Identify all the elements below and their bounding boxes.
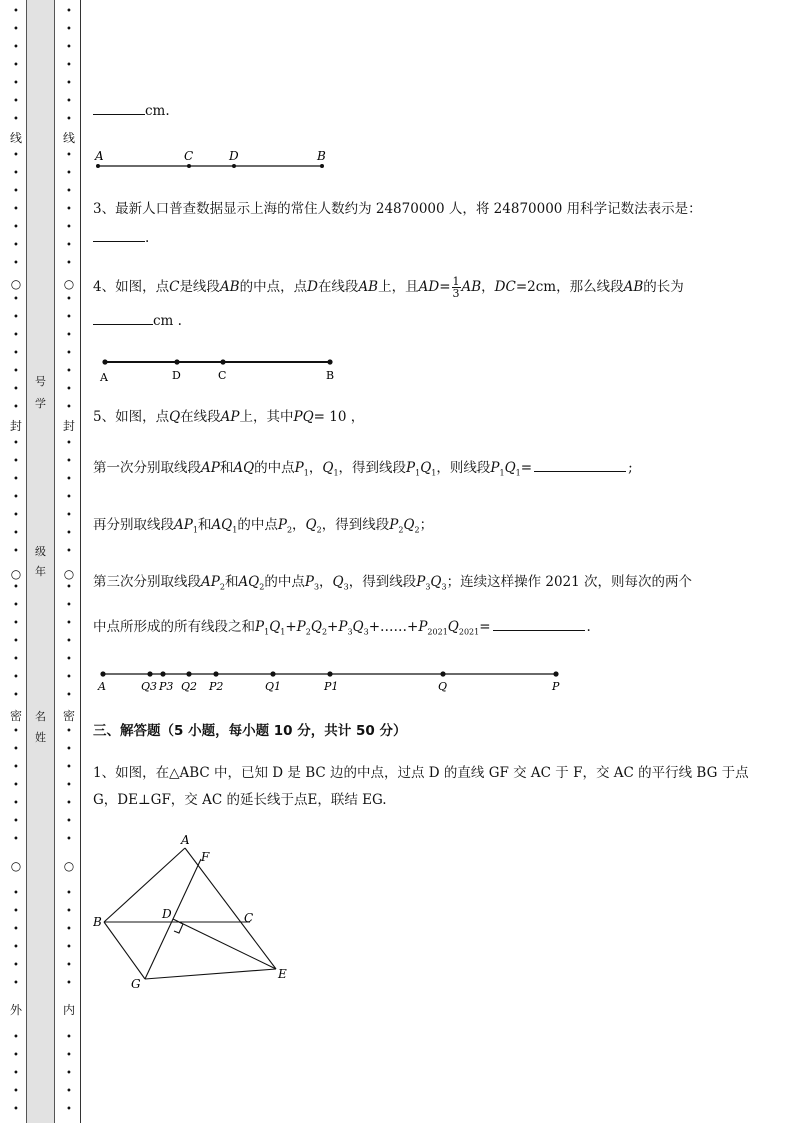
q5-line4: 第三次分别取线段$AP_2$和$AQ_2$的中点$P_3$，$Q_3$，得到线段$P_3Q_3$；连续这样操作 2021 次，则每次的两个 [93, 574, 693, 592]
inner-dot: • [66, 600, 72, 611]
outer-dot: • [13, 186, 19, 197]
outer-dot: • [13, 528, 19, 539]
outer-dot: • [13, 744, 19, 755]
s3q1-line2: G，DE⊥GF，交 AC 的延长线于点E，联结 EG. [93, 792, 387, 808]
outer-dot: • [13, 816, 19, 827]
outer-top-word: 线 [9, 131, 22, 145]
outer-dot: • [13, 348, 19, 359]
edge-ge [145, 969, 276, 979]
inner-dot: • [66, 1032, 72, 1043]
q5-line5: 中点所形成的所有线段之和$P_1Q_1+P_2Q_2+P_3Q_3+\dots\dots+P_{2021}Q_{2021}=$ . [93, 619, 591, 637]
edge-ab [104, 848, 185, 922]
q5-segment-figure [93, 662, 573, 696]
q4-point-d [174, 359, 179, 364]
outer-dot: • [13, 6, 19, 17]
edge-ae [185, 848, 276, 969]
outer-dot: • [13, 24, 19, 35]
inner-dot: • [66, 906, 72, 917]
q5-line2: 第一次分别取线段AP和AQ的中点$P_1$，$Q_1$，得到线段$P_1Q_1$，则线段$P_1Q_1=$ ; [93, 460, 633, 478]
q5-point-a [100, 671, 105, 676]
outer-dot: • [13, 294, 19, 305]
inner-dot: • [66, 924, 72, 935]
q4-segment-figure [93, 352, 353, 384]
q5-label-q3: Q3 [141, 680, 158, 693]
outer-dot: • [13, 546, 19, 557]
q5-label-a: A [98, 680, 106, 693]
label-c: C [244, 911, 254, 925]
inner-dot: • [66, 204, 72, 215]
inner-circle-mark: ○ [63, 859, 75, 873]
outer-dot: • [13, 222, 19, 233]
q4-label-d: D [172, 369, 181, 382]
q4-blank [93, 311, 153, 325]
q5-point-p [553, 671, 558, 676]
q5-point-q [440, 671, 445, 676]
label-nian: 年 [35, 565, 46, 578]
inner-dot: • [66, 60, 72, 71]
inner-dot: • [66, 78, 72, 89]
inner-bottom-word: 内 [62, 1003, 75, 1017]
inner-dot: • [66, 96, 72, 107]
q5-point-p2 [213, 671, 218, 676]
q3-answer-line [93, 228, 149, 247]
inner-dot: • [66, 978, 72, 989]
q2-label-d: D [229, 149, 239, 163]
outer-dot: • [13, 906, 19, 917]
s3q1-geometry-figure [93, 830, 303, 995]
outer-dot: • [13, 978, 19, 989]
label-b: B [93, 915, 102, 929]
inner-dot: • [66, 330, 72, 341]
q4-fraction: $\frac{1}{3}$ [452, 275, 460, 300]
inner-dot: • [66, 654, 72, 665]
outer-dot: • [13, 384, 19, 395]
q4-unit: cm . [153, 313, 182, 329]
q4-answer-line [93, 311, 182, 330]
label-xing: 姓 [35, 731, 46, 744]
inner-dot: • [66, 726, 72, 737]
outer-dot: • [13, 42, 19, 53]
label-xue: 学 [35, 397, 46, 410]
s3q1-line1: 1、如图，在△ABC 中，已知 D 是 BC 边的中点，过点 D 的直线 GF 交 AC 于 F，交 AC 的平行线 BG 于点 [93, 765, 749, 781]
q5-line1: 5、如图，点Q在线段AP上，其中PQ= 10 ， [93, 409, 365, 425]
outer-circle-mark: ○ [10, 859, 22, 873]
inner-dot: • [66, 438, 72, 449]
outer-middle-word: 封 [9, 419, 22, 433]
q4-point-c [220, 359, 225, 364]
outer-dot: • [13, 204, 19, 215]
outer-dot: • [13, 762, 19, 773]
outer-dot: • [13, 798, 19, 809]
q4-point-a [102, 359, 107, 364]
inner-dot: • [66, 744, 72, 755]
inner-dot: • [66, 618, 72, 629]
q2-point-b [320, 164, 324, 168]
outer-dot: • [13, 726, 19, 737]
inner-dot: • [66, 780, 72, 791]
inner-dot: • [66, 474, 72, 485]
inner-dot: • [66, 24, 72, 35]
inner-dot: • [66, 258, 72, 269]
inner-dot: • [66, 492, 72, 503]
outer-dot: • [13, 492, 19, 503]
inner-dot: • [66, 456, 72, 467]
outer-dot: • [13, 942, 19, 953]
inner-dot: • [66, 114, 72, 125]
q5-blank-1 [534, 458, 626, 472]
outer-bottom-word: 外 [9, 1003, 22, 1017]
q4-label-b: B [326, 369, 335, 382]
q5-label-q1: Q1 [265, 680, 282, 693]
q3-end: . [145, 230, 150, 246]
q5-label-q: Q [438, 680, 448, 693]
inner-dot: • [66, 546, 72, 557]
inner-seal-line [62, 0, 76, 1123]
outer-dot: • [13, 1086, 19, 1097]
q2-label-c: C [184, 149, 194, 163]
inner-lower-word: 密 [62, 709, 75, 723]
inner-dot: • [66, 366, 72, 377]
outer-circle-mark: ○ [10, 277, 22, 291]
inner-dot: • [66, 1068, 72, 1079]
outer-dot: • [13, 168, 19, 179]
inner-dot: • [66, 960, 72, 971]
q5-point-q1 [270, 671, 275, 676]
q4-point-b [327, 359, 332, 364]
inner-dot: • [66, 834, 72, 845]
q5-label-p: P [552, 680, 560, 693]
outer-dot: • [13, 474, 19, 485]
inner-middle-word: 封 [62, 419, 75, 433]
outer-dot: • [13, 114, 19, 125]
outer-seal-line [9, 0, 23, 1123]
inner-dot: • [66, 942, 72, 953]
outer-dot: • [13, 636, 19, 647]
edge-bg [104, 922, 145, 979]
margin-rule [80, 0, 81, 1123]
q2-point-d [232, 164, 236, 168]
label-ming: 名 [35, 710, 46, 723]
label-d: D [162, 907, 172, 921]
inner-dot: • [66, 384, 72, 395]
outer-dot: • [13, 834, 19, 845]
outer-dot: • [13, 672, 19, 683]
outer-dot: • [13, 888, 19, 899]
outer-dot: • [13, 60, 19, 71]
q5-blank-2 [493, 617, 585, 631]
q4-label-c: C [218, 369, 227, 382]
inner-dot: • [66, 762, 72, 773]
q3-blank [93, 228, 145, 242]
outer-dot: • [13, 1032, 19, 1043]
inner-dot: • [66, 312, 72, 323]
q5-label-p1: P1 [324, 680, 339, 693]
inner-dot: • [66, 348, 72, 359]
inner-dot: • [66, 636, 72, 647]
outer-dot: • [13, 150, 19, 161]
outer-dot: • [13, 1068, 19, 1079]
outer-dot: • [13, 330, 19, 341]
q5-point-q3 [147, 671, 152, 676]
outer-dot: • [13, 510, 19, 521]
inner-dot: • [66, 798, 72, 809]
inner-circle-mark: ○ [63, 277, 75, 291]
inner-dot: • [66, 186, 72, 197]
q5-label-p2: P2 [209, 680, 224, 693]
inner-dot: • [66, 690, 72, 701]
inner-dot: • [66, 888, 72, 899]
inner-dot: • [66, 510, 72, 521]
inner-dot: • [66, 222, 72, 233]
outer-circle-mark: ○ [10, 567, 22, 581]
outer-lower-word: 密 [9, 709, 22, 723]
outer-dot: • [13, 438, 19, 449]
outer-dot: • [13, 240, 19, 251]
outer-dot: • [13, 1050, 19, 1061]
right-angle-mark [174, 922, 183, 933]
label-a: A [181, 833, 190, 847]
label-g: G [131, 977, 141, 991]
q2-unit: cm. [145, 103, 170, 119]
q4-label-a: A [100, 371, 108, 384]
inner-top-word: 线 [62, 131, 75, 145]
outer-dot: • [13, 780, 19, 791]
q5-label-p3: P3 [159, 680, 174, 693]
student-info-strip [26, 0, 55, 1123]
inner-dot: • [66, 582, 72, 593]
inner-dot: • [66, 402, 72, 413]
outer-dot: • [13, 366, 19, 377]
inner-dot: • [66, 528, 72, 539]
outer-dot: • [13, 96, 19, 107]
q2-point-a [96, 164, 100, 168]
q2-blank [93, 101, 145, 115]
label-ji: 级 [35, 545, 46, 558]
inner-dot: • [66, 816, 72, 827]
q5-point-q2 [186, 671, 191, 676]
outer-dot: • [13, 690, 19, 701]
outer-dot: • [13, 618, 19, 629]
inner-dot: • [66, 1104, 72, 1115]
outer-dot: • [13, 312, 19, 323]
q5-point-p3 [160, 671, 165, 676]
binding-margin [0, 0, 82, 1123]
inner-dot: • [66, 42, 72, 53]
outer-dot: • [13, 582, 19, 593]
q2-label-a: A [95, 149, 104, 163]
outer-dot: • [13, 78, 19, 89]
edge-de [173, 919, 276, 969]
outer-dot: • [13, 960, 19, 971]
q5-line3: 再分别取线段$AP_1$和$AQ_1$的中点$P_2$，$Q_2$，得到线段$P_2Q_2$； [93, 517, 434, 535]
q2-point-c [187, 164, 191, 168]
inner-dot: • [66, 150, 72, 161]
label-e: E [278, 967, 287, 981]
q5-point-p1 [327, 671, 332, 676]
inner-dot: • [66, 1050, 72, 1061]
outer-dot: • [13, 1104, 19, 1115]
q2-label-b: B [317, 149, 326, 163]
outer-dot: • [13, 402, 19, 413]
outer-dot: • [13, 924, 19, 935]
q2-answer-line [93, 101, 170, 120]
outer-dot: • [13, 654, 19, 665]
section3-heading: 三、解答题（5 小题，每小题 10 分，共计 50 分） [93, 723, 407, 739]
outer-dot: • [13, 258, 19, 269]
inner-circle-mark: ○ [63, 567, 75, 581]
outer-dot: • [13, 456, 19, 467]
q5-label-q2: Q2 [181, 680, 198, 693]
inner-dot: • [66, 672, 72, 683]
inner-dot: • [66, 6, 72, 17]
outer-dot: • [13, 600, 19, 611]
inner-dot: • [66, 1086, 72, 1097]
inner-dot: • [66, 240, 72, 251]
label-hao: 号 [35, 375, 46, 388]
q3-text: 3、最新人口普查数据显示上海的常住人数约为 24870000 人，将 24870000 用科学记数法表示是： [93, 201, 702, 217]
inner-dot: • [66, 294, 72, 305]
label-f: F [201, 850, 210, 864]
q4-text: 4、如图，点C是线段AB的中点，点D在线段AB上，且AD= $\frac{1}{3}$ AB，DC=2cm，那么线段AB的长为 [93, 275, 684, 300]
inner-dot: • [66, 168, 72, 179]
q2-segment-figure [93, 146, 343, 176]
